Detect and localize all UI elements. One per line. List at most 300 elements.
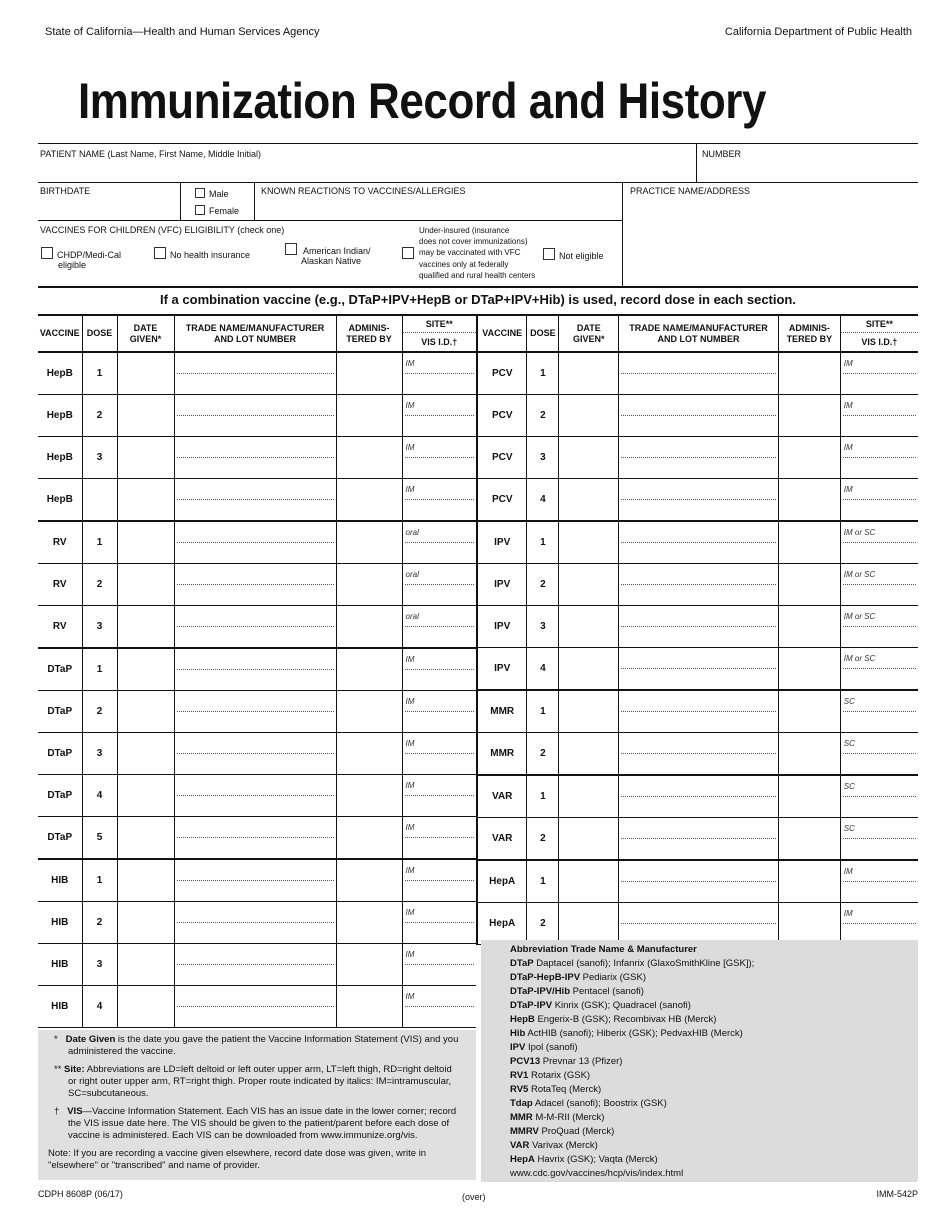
date-given-input[interactable] (117, 859, 174, 902)
dotted-line (405, 922, 475, 923)
vfc-american-indian-label: American Indian/ (303, 246, 371, 256)
route-label: IM (843, 867, 853, 876)
administered-by-input[interactable] (778, 818, 840, 861)
administered-by-input[interactable] (778, 606, 840, 648)
administered-by-input[interactable] (336, 733, 402, 775)
under-insured-line: qualified and rural health centers (419, 270, 536, 280)
table-row (38, 648, 476, 691)
site-vis-input[interactable] (402, 352, 476, 395)
vfc-chdp-label: CHDP/Medi-Cal (57, 250, 122, 260)
vaccine-name: HIB (38, 859, 82, 902)
administered-by-input[interactable] (336, 521, 402, 564)
abbreviation-text: Prevnar 13 (Pfizer) (540, 1056, 623, 1067)
dotted-line (621, 415, 776, 416)
abbreviation-text: Daptacel (sanofi); Infanrix (GlaxoSmithKline [GSK]); (533, 958, 755, 969)
trade-name-input[interactable] (619, 860, 779, 903)
abbreviation-code: MMRV (510, 1126, 539, 1137)
trade-name-input[interactable] (619, 395, 779, 437)
date-given-input[interactable] (117, 437, 174, 479)
table-row (477, 775, 918, 818)
col-trade-line1: TRADE NAME/MANUFACTURER (629, 322, 768, 333)
site-vis-input[interactable] (402, 775, 476, 817)
route-label: IM (405, 992, 415, 1001)
trade-name-input[interactable] (174, 733, 336, 775)
dotted-line (621, 796, 776, 797)
date-given-input[interactable] (117, 479, 174, 522)
dotted-line (843, 457, 916, 458)
trade-name-input[interactable] (174, 986, 336, 1028)
route-label: oral (405, 528, 419, 537)
date-given-input[interactable] (117, 733, 174, 775)
dotted-line (177, 626, 334, 627)
form-id: CDPH 8608P (06/17) (38, 1189, 123, 1199)
patient-name-field[interactable]: PATIENT NAME (Last Name, First Name, Middle Initial) (40, 149, 262, 159)
agency-name: State of California—Health and Human Services Agency (45, 26, 320, 38)
dotted-line (621, 457, 776, 458)
vaccine-name: VAR (477, 775, 527, 818)
trade-name-input[interactable] (174, 944, 336, 986)
dotted-line (843, 542, 916, 543)
trade-name-input[interactable] (619, 606, 779, 648)
col-dose: DOSE (527, 315, 559, 352)
table-row (477, 733, 918, 776)
site-vis-input[interactable] (840, 352, 918, 395)
abbreviation-item (510, 985, 918, 999)
date-given-input[interactable] (117, 902, 174, 944)
vaccine-name: IPV (477, 564, 527, 606)
col-date-given (559, 315, 619, 352)
table-row (38, 521, 476, 564)
abbreviation-code: IPV (510, 1042, 526, 1053)
administered-by-input[interactable] (778, 395, 840, 437)
dotted-line (177, 669, 334, 670)
route-label: IM (843, 359, 853, 368)
col-trade-line1: TRADE NAME/MANUFACTURER (185, 322, 325, 333)
abbreviation-code: VAR (510, 1140, 530, 1151)
table-row (38, 733, 476, 775)
table-row (38, 859, 476, 902)
route-label: IM (405, 401, 415, 410)
trade-name-input[interactable] (174, 437, 336, 479)
administered-by-input[interactable] (336, 606, 402, 649)
vfc-chdp-checkbox[interactable] (41, 247, 121, 270)
site-vis-input[interactable] (402, 817, 476, 860)
dose-number: 3 (82, 733, 117, 775)
dotted-line (405, 964, 475, 965)
site-vis-input[interactable] (402, 944, 476, 986)
note-site (48, 1064, 462, 1100)
dose-number: 4 (82, 986, 117, 1028)
dotted-line (177, 457, 334, 458)
date-given-input[interactable] (559, 437, 619, 479)
vaccine-name: MMR (477, 733, 527, 776)
abbreviation-code: DTaP (510, 958, 534, 969)
dotted-line (177, 1006, 334, 1007)
date-given-input[interactable] (117, 691, 174, 733)
dose-number: 2 (82, 564, 117, 606)
col-trade-name (619, 315, 779, 352)
administered-by-input[interactable] (778, 352, 840, 395)
administered-by-input[interactable] (336, 691, 402, 733)
administered-by-input[interactable] (336, 944, 402, 986)
trade-name-input[interactable] (619, 564, 779, 606)
trade-name-input[interactable] (174, 521, 336, 564)
administered-by-input[interactable] (336, 859, 402, 902)
trade-name-input[interactable] (174, 606, 336, 649)
abbreviation-item (510, 1125, 918, 1139)
trade-name-input[interactable] (174, 564, 336, 606)
administered-by-input[interactable] (778, 648, 840, 691)
table-row (477, 648, 918, 691)
date-given-input[interactable] (117, 648, 174, 691)
vfc-not-eligible-checkbox[interactable] (543, 248, 604, 261)
trade-name-input[interactable] (174, 648, 336, 691)
date-given-input[interactable] (559, 479, 619, 522)
site-vis-input[interactable] (402, 859, 476, 902)
site-vis-input[interactable] (840, 479, 918, 522)
trade-name-input[interactable] (619, 352, 779, 395)
vaccine-name: DTaP (38, 817, 82, 860)
date-given-input[interactable] (117, 606, 174, 649)
col-date-line1: DATE (576, 322, 601, 333)
site-vis-input[interactable] (402, 521, 476, 564)
dose-number (82, 479, 117, 522)
date-given-input[interactable] (117, 944, 174, 986)
dotted-line (621, 711, 776, 712)
administered-by-input[interactable] (336, 479, 402, 522)
note-term: Date Given (65, 1034, 116, 1045)
divider (622, 182, 623, 286)
trade-name-input[interactable] (619, 818, 779, 861)
dose-number: 1 (527, 690, 559, 733)
site-vis-input[interactable] (840, 775, 918, 818)
dotted-line (843, 881, 916, 882)
site-vis-input[interactable] (402, 902, 476, 944)
date-given-input[interactable] (559, 775, 619, 818)
divider (38, 220, 622, 221)
dose-number: 1 (82, 859, 117, 902)
col-administered-by (778, 315, 840, 352)
date-given-input[interactable] (117, 817, 174, 860)
dotted-line (621, 499, 776, 500)
administered-by-input[interactable] (778, 775, 840, 818)
site-vis-input[interactable] (840, 437, 918, 479)
trade-name-input[interactable] (174, 817, 336, 860)
dotted-line (405, 1006, 475, 1007)
note-elsewhere: Note: If you are recording a vaccine given elsewhere, record date dose was given, write in "elsewhere" or "transcribed" and name of provider. (48, 1148, 427, 1171)
abbreviation-item (510, 1069, 918, 1083)
checkbox-icon (402, 247, 414, 259)
trade-name-input[interactable] (174, 775, 336, 817)
administered-by-input[interactable] (336, 437, 402, 479)
abbreviation-item (510, 1083, 918, 1097)
trade-name-input[interactable] (619, 437, 779, 479)
site-vis-input[interactable] (840, 521, 918, 564)
trade-name-input[interactable] (619, 479, 779, 522)
dotted-line (405, 753, 475, 754)
reactions-field[interactable]: KNOWN REACTIONS TO VACCINES/ALLERGIES (261, 186, 466, 196)
vfc-not-eligible-label: Not eligible (559, 251, 604, 261)
date-given-input[interactable] (559, 690, 619, 733)
date-given-input[interactable] (117, 564, 174, 606)
trade-name-input[interactable] (174, 479, 336, 522)
route-label: IM (405, 359, 415, 368)
abbreviation-text: Pentacel (sanofi) (570, 986, 644, 997)
site-vis-input[interactable] (840, 606, 918, 648)
vaccine-name: DTaP (38, 691, 82, 733)
trade-name-input[interactable] (619, 733, 779, 776)
vaccine-name: HepB (38, 479, 82, 522)
date-given-input[interactable] (559, 733, 619, 776)
department-name: California Department of Public Health (724, 26, 912, 38)
col-vis: VIS I.D.† (402, 333, 476, 353)
table-row (38, 944, 476, 986)
abbreviation-code: Tdap (510, 1098, 533, 1109)
abbreviation-code: HepA (510, 1154, 535, 1165)
dose-number: 2 (527, 733, 559, 776)
vaccine-name: VAR (477, 818, 527, 861)
date-given-input[interactable] (117, 395, 174, 437)
trade-name-input[interactable] (619, 648, 779, 691)
administered-by-input[interactable] (778, 479, 840, 522)
col-dose: DOSE (82, 315, 117, 352)
vaccine-name: RV (38, 564, 82, 606)
note-term: Site: (64, 1064, 85, 1075)
site-vis-input[interactable] (402, 691, 476, 733)
under-insured-line: Under-insured (insurance (419, 226, 510, 235)
col-trade-line2: AND LOT NUMBER (214, 333, 296, 344)
dotted-line (621, 923, 776, 924)
route-label: IM (843, 443, 853, 452)
dotted-line (621, 881, 776, 882)
site-vis-input[interactable] (402, 606, 476, 649)
administered-by-input[interactable] (778, 860, 840, 903)
abbreviation-code: Hib (510, 1028, 526, 1039)
table-header-row (38, 315, 476, 333)
abbreviation-item (510, 999, 918, 1013)
dose-number: 4 (82, 775, 117, 817)
abbreviation-text: ProQuad (Merck) (538, 1126, 615, 1137)
abbreviation-text: Rotarix (GSK) (528, 1070, 591, 1081)
dotted-line (177, 880, 334, 881)
col-administered-by (336, 315, 402, 352)
route-label: SC (843, 739, 855, 748)
administered-by-input[interactable] (778, 437, 840, 479)
vaccine-name: PCV (477, 395, 527, 437)
vaccine-name: HepB (38, 352, 82, 395)
date-given-input[interactable] (559, 606, 619, 648)
site-vis-input[interactable] (840, 395, 918, 437)
divider (38, 182, 918, 183)
site-vis-input[interactable] (840, 690, 918, 733)
administered-by-input[interactable] (336, 902, 402, 944)
vaccine-name: HIB (38, 986, 82, 1028)
table-row (38, 986, 476, 1028)
table-row (38, 902, 476, 944)
route-label: IM (405, 485, 415, 494)
trade-name-input[interactable] (619, 690, 779, 733)
dose-number: 5 (82, 817, 117, 860)
site-vis-input[interactable] (840, 733, 918, 776)
date-given-input[interactable] (559, 818, 619, 861)
patient-number-field[interactable]: NUMBER (702, 149, 742, 159)
dose-number: 2 (527, 395, 559, 437)
vaccine-name: PCV (477, 437, 527, 479)
table-row (38, 691, 476, 733)
dotted-line (843, 753, 916, 754)
birthdate-field[interactable]: BIRTHDATE (40, 186, 91, 196)
table-row (477, 564, 918, 606)
male-checkbox[interactable] (195, 188, 229, 199)
administered-by-input[interactable] (778, 564, 840, 606)
checkbox-icon (285, 243, 297, 255)
dotted-line (405, 711, 475, 712)
trade-name-input[interactable] (619, 521, 779, 564)
site-vis-input[interactable] (402, 437, 476, 479)
divider (696, 143, 697, 182)
date-given-input[interactable] (117, 775, 174, 817)
dose-number: 1 (527, 521, 559, 564)
route-label: IM (843, 401, 853, 410)
table-row (477, 903, 918, 945)
vfc-under-insured-text (419, 225, 535, 281)
site-vis-input[interactable] (840, 860, 918, 903)
vfc-american-indian-checkbox[interactable] (285, 243, 371, 266)
abbreviation-text: Varivax (Merck) (529, 1140, 598, 1151)
vaccine-name: HepA (477, 860, 527, 903)
date-given-input[interactable] (117, 521, 174, 564)
abbreviation-text: M-M-RII (Merck) (532, 1112, 605, 1123)
site-vis-input[interactable] (402, 648, 476, 691)
female-checkbox[interactable] (195, 205, 239, 216)
practice-field[interactable]: PRACTICE NAME/ADDRESS (630, 186, 751, 196)
trade-name-input[interactable] (174, 902, 336, 944)
date-given-input[interactable] (559, 395, 619, 437)
abbreviations-heading: Abbreviation Trade Name & Manufacturer (510, 944, 697, 955)
vfc-no-insurance-checkbox[interactable] (154, 247, 250, 260)
trade-name-input[interactable] (174, 859, 336, 902)
table-row (38, 395, 476, 437)
dotted-line (405, 669, 475, 670)
vfc-under-insured-checkbox[interactable] (402, 247, 418, 260)
dose-number: 3 (82, 944, 117, 986)
site-vis-input[interactable] (402, 733, 476, 775)
administered-by-input[interactable] (778, 521, 840, 564)
dotted-line (621, 753, 776, 754)
route-label: IM (405, 908, 415, 917)
dotted-line (843, 668, 916, 669)
vfc-label: VACCINES FOR CHILDREN (VFC) ELIGIBILITY (check one) (40, 225, 285, 235)
over-label: (over) (462, 1192, 486, 1202)
site-vis-input[interactable] (840, 648, 918, 691)
dose-number: 3 (527, 437, 559, 479)
vfc-chdp-label-2: eligible (58, 260, 87, 270)
date-given-input[interactable] (559, 648, 619, 691)
cdc-vis-link[interactable]: www.cdc.gov/vaccines/hcp/vis/index.html (510, 1168, 684, 1179)
route-label: oral (405, 612, 419, 621)
checkbox-icon (195, 188, 205, 198)
date-given-input[interactable] (559, 860, 619, 903)
date-given-input[interactable] (559, 903, 619, 945)
trade-name-input[interactable] (619, 775, 779, 818)
trade-name-input[interactable] (174, 395, 336, 437)
date-given-input[interactable] (559, 521, 619, 564)
table-row (38, 775, 476, 817)
site-vis-input[interactable] (840, 818, 918, 861)
date-given-input[interactable] (559, 352, 619, 395)
dotted-line (405, 457, 475, 458)
col-admin-line2: TERED BY (786, 333, 833, 344)
table-row (477, 690, 918, 733)
administered-by-input[interactable] (336, 817, 402, 860)
administered-by-input[interactable] (336, 352, 402, 395)
abbreviation-code: DTaP-IPV (510, 1000, 553, 1011)
administered-by-input[interactable] (336, 395, 402, 437)
abbreviation-text: RotaTeq (Merck) (528, 1084, 602, 1095)
dose-number: 1 (82, 352, 117, 395)
site-vis-input[interactable] (840, 564, 918, 606)
vaccine-name: DTaP (38, 733, 82, 775)
abbreviations-box (481, 940, 918, 1182)
route-label: IM (405, 950, 415, 959)
dotted-line (621, 542, 776, 543)
site-vis-input[interactable] (402, 479, 476, 522)
administered-by-input[interactable] (778, 690, 840, 733)
col-vis: VIS I.D.† (840, 333, 918, 353)
divider (180, 182, 181, 220)
abbreviation-code: DTaP-IPV/Hib (510, 986, 570, 997)
table-row (477, 818, 918, 861)
dotted-line (177, 373, 334, 374)
table-row (38, 564, 476, 606)
dotted-line (843, 923, 916, 924)
trade-name-input[interactable] (174, 352, 336, 395)
site-vis-input[interactable] (840, 903, 918, 945)
trade-name-input[interactable] (619, 903, 779, 945)
dose-number: 1 (82, 521, 117, 564)
dotted-line (177, 837, 334, 838)
col-date-line2: GIVEN* (573, 333, 605, 344)
trade-name-input[interactable] (174, 691, 336, 733)
administered-by-input[interactable] (336, 775, 402, 817)
table-row (477, 479, 918, 522)
date-given-input[interactable] (117, 352, 174, 395)
administered-by-input[interactable] (336, 648, 402, 691)
site-vis-input[interactable] (402, 564, 476, 606)
vaccine-name: IPV (477, 521, 527, 564)
dotted-line (177, 499, 334, 500)
abbreviation-text: Kinrix (GSK); Quadracel (sanofi) (552, 1000, 691, 1011)
vaccine-table-left (38, 314, 476, 1028)
route-label: SC (843, 824, 855, 833)
dotted-line (405, 499, 475, 500)
dotted-line (177, 584, 334, 585)
divider (38, 143, 918, 144)
dotted-line (843, 796, 916, 797)
note-date-given (48, 1034, 462, 1058)
date-given-input[interactable] (117, 986, 174, 1028)
site-vis-input[interactable] (402, 395, 476, 437)
administered-by-input[interactable] (778, 903, 840, 945)
site-vis-input[interactable] (402, 986, 476, 1028)
administered-by-input[interactable] (336, 986, 402, 1028)
administered-by-input[interactable] (336, 564, 402, 606)
dose-number: 2 (82, 395, 117, 437)
administered-by-input[interactable] (778, 733, 840, 776)
col-vaccine: VACCINE (477, 315, 527, 352)
dotted-line (621, 373, 776, 374)
date-given-input[interactable] (559, 564, 619, 606)
